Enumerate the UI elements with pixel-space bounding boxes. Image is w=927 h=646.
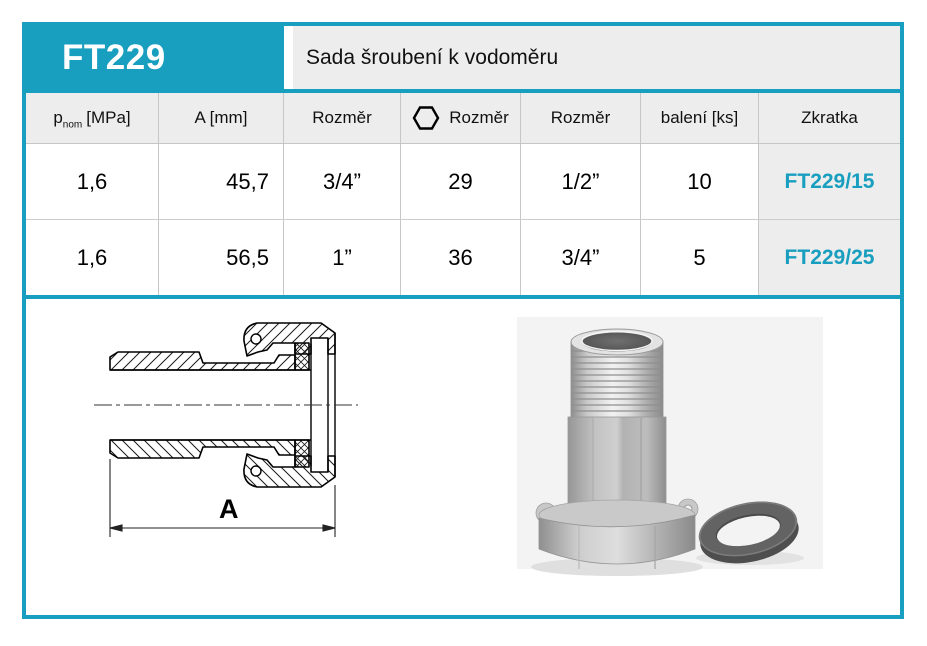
product-code-box <box>26 26 284 89</box>
header-band <box>26 26 900 93</box>
cell-code: FT229/15 <box>759 144 900 219</box>
technical-drawing <box>28 299 464 614</box>
header-pack: balení [ks] <box>641 93 759 143</box>
cell-size1: 3/4” <box>284 144 401 219</box>
table-header-row <box>26 93 900 144</box>
header-size1: Rozměr <box>284 93 401 143</box>
cell-pnom: 1,6 <box>26 144 159 219</box>
datasheet-frame <box>22 22 904 619</box>
cell-code: FT229/25 <box>759 220 900 295</box>
product-title-box <box>293 26 900 89</box>
cell-hex: 29 <box>401 144 521 219</box>
cell-a: 56,5 <box>159 220 284 295</box>
cell-a: 45,7 <box>159 144 284 219</box>
cell-size2: 1/2” <box>521 144 641 219</box>
product-photo <box>517 317 823 594</box>
header-a: A [mm] <box>159 93 284 143</box>
cell-size1: 1” <box>284 220 401 295</box>
product-title: Sada šroubení k vodoměru <box>306 45 559 69</box>
header-code: Zkratka <box>759 93 900 143</box>
header-hex-size: Rozměr <box>401 93 521 143</box>
table-row <box>26 144 900 220</box>
dimension-a-label: A <box>219 494 239 524</box>
bottom-section <box>26 299 900 614</box>
cell-pack: 10 <box>641 144 759 219</box>
header-pnom: $p_{nom}$ [MPa] <box>26 93 159 143</box>
product-code: FT229 <box>62 37 166 77</box>
cell-pnom: 1,6 <box>26 220 159 295</box>
cell-pack: 5 <box>641 220 759 295</box>
cell-hex: 36 <box>401 220 521 295</box>
header-size2: Rozměr <box>521 93 641 143</box>
hex-nut-icon <box>412 105 440 131</box>
cell-size2: 3/4” <box>521 220 641 295</box>
table-row <box>26 220 900 299</box>
header-gap <box>284 26 293 89</box>
